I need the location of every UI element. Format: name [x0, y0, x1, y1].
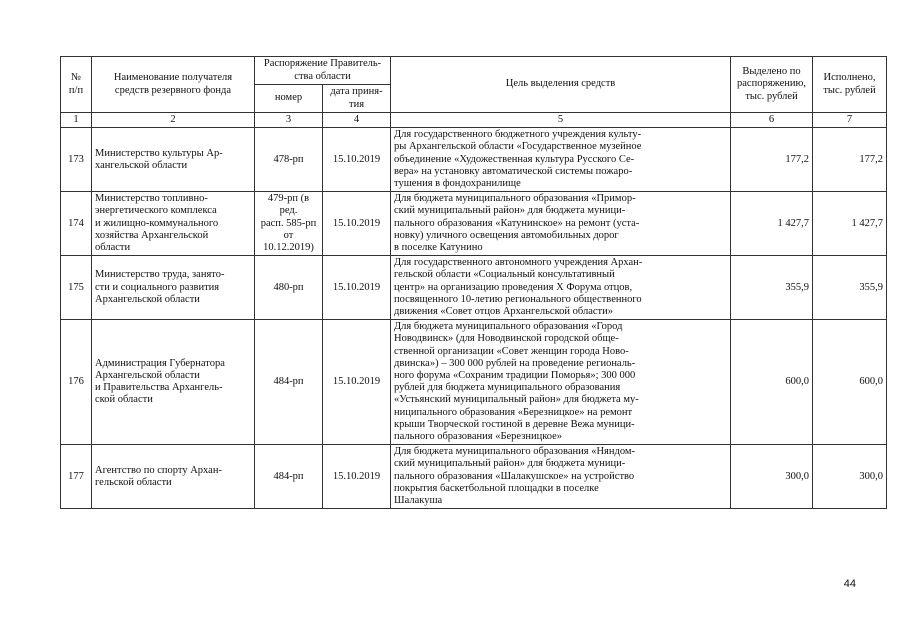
- cell-num: 175: [61, 256, 92, 320]
- header-order-date: дата приня- тия: [323, 85, 391, 113]
- reserve-fund-table: [60, 56, 887, 509]
- cell-order-number: 478-рп: [255, 128, 323, 192]
- header-executed: Исполнено, тыс. рублей: [813, 57, 887, 113]
- cell-order-number: 484-рп: [255, 445, 323, 509]
- cell-executed: 355,9: [813, 256, 887, 320]
- column-number: 7: [813, 113, 887, 128]
- cell-recipient: Администрация Губернатора Архангельской области и Правительства Архангель- ской области: [92, 320, 255, 445]
- cell-num: 177: [61, 445, 92, 509]
- cell-executed: 600,0: [813, 320, 887, 445]
- cell-num: 174: [61, 192, 92, 256]
- cell-allocated: 300,0: [731, 445, 813, 509]
- column-number-row: [61, 113, 887, 128]
- header-order-number: номер: [255, 85, 323, 113]
- cell-executed: 300,0: [813, 445, 887, 509]
- cell-purpose: Для бюджета муниципального образования «Город Новодвинск» (для Новодвинской городской обще- ственной организации «Совет женщин города Ново- двинска») – 300 000 рублей на проведение региональ- ного форума «Сохраним традиции Поморья»; 300 000 рублей для бюджета муниципального образования «Устьянский муниципальный район» для бюджета му- ниципального образования «Березницкое» на ремонт крыши Творческой гостиной в деревне Вежа муници- пального образования «Березницкое»: [391, 320, 731, 445]
- table-row: [61, 192, 887, 256]
- cell-allocated: 1 427,7: [731, 192, 813, 256]
- cell-order-date: 15.10.2019: [323, 192, 391, 256]
- cell-order-number: 484-рп: [255, 320, 323, 445]
- column-number: 5: [391, 113, 731, 128]
- cell-num: 173: [61, 128, 92, 192]
- cell-order-date: 15.10.2019: [323, 445, 391, 509]
- cell-recipient: Министерство труда, занято- сти и социального развития Архангельской области: [92, 256, 255, 320]
- header-recipient: Наименование получателя средств резервного фонда: [92, 57, 255, 113]
- cell-purpose: Для бюджета муниципального образования «Няндом- ский муниципальный район» для бюджета муници- пального образования «Шалакушское» на устройство покрытия баскетбольной площадки в поселке Шалакуша: [391, 445, 731, 509]
- header-allocated: Выделено по распоряжению, тыс. рублей: [731, 57, 813, 113]
- cell-order-number: 479-рп (в ред. расп. 585-рп от 10.12.2019): [255, 192, 323, 256]
- cell-order-date: 15.10.2019: [323, 128, 391, 192]
- cell-allocated: 355,9: [731, 256, 813, 320]
- header-row-top: [61, 57, 887, 85]
- cell-recipient: Министерство культуры Ар- хангельской области: [92, 128, 255, 192]
- table-row: [61, 256, 887, 320]
- cell-purpose: Для государственного автономного учреждения Архан- гельской области «Социальный консультативный центр» на организацию проведения X Форума отцов, посвященного 10-летию регионального общественного движения «Совет отцов Архангельской области»: [391, 256, 731, 320]
- table-row: [61, 320, 887, 445]
- column-number: 6: [731, 113, 813, 128]
- header-order-group: Распоряжение Правитель- ства области: [255, 57, 391, 85]
- cell-executed: 177,2: [813, 128, 887, 192]
- table-row: [61, 445, 887, 509]
- cell-executed: 1 427,7: [813, 192, 887, 256]
- page-number: 44: [843, 578, 856, 590]
- column-number: 2: [92, 113, 255, 128]
- cell-recipient: Агентство по спорту Архан- гельской области: [92, 445, 255, 509]
- cell-recipient: Министерство топливно- энергетического комплекса и жилищно-коммунального хозяйства Архангельской области: [92, 192, 255, 256]
- cell-order-date: 15.10.2019: [323, 256, 391, 320]
- cell-num: 176: [61, 320, 92, 445]
- cell-order-number: 480-рп: [255, 256, 323, 320]
- table-row: [61, 128, 887, 192]
- header-purpose: Цель выделения средств: [391, 57, 731, 113]
- table-body: [61, 128, 887, 509]
- column-number: 1: [61, 113, 92, 128]
- column-number: 4: [323, 113, 391, 128]
- cell-purpose: Для государственного бюджетного учреждения культу- ры Архангельской области «Государственное музейное объединение «Художественная культура Русского Се- вера» на установку автоматической системы пожаро- тушения в фондохранилище: [391, 128, 731, 192]
- cell-allocated: 177,2: [731, 128, 813, 192]
- cell-order-date: 15.10.2019: [323, 320, 391, 445]
- cell-allocated: 600,0: [731, 320, 813, 445]
- cell-purpose: Для бюджета муниципального образования «Примор- ский муниципальный район» для бюджета муници- пального образования «Катунинское» на ремонт (уста- новку) уличного освещения автомобильных дорог в поселке Катунино: [391, 192, 731, 256]
- column-number: 3: [255, 113, 323, 128]
- header-num: № п/п: [61, 57, 92, 113]
